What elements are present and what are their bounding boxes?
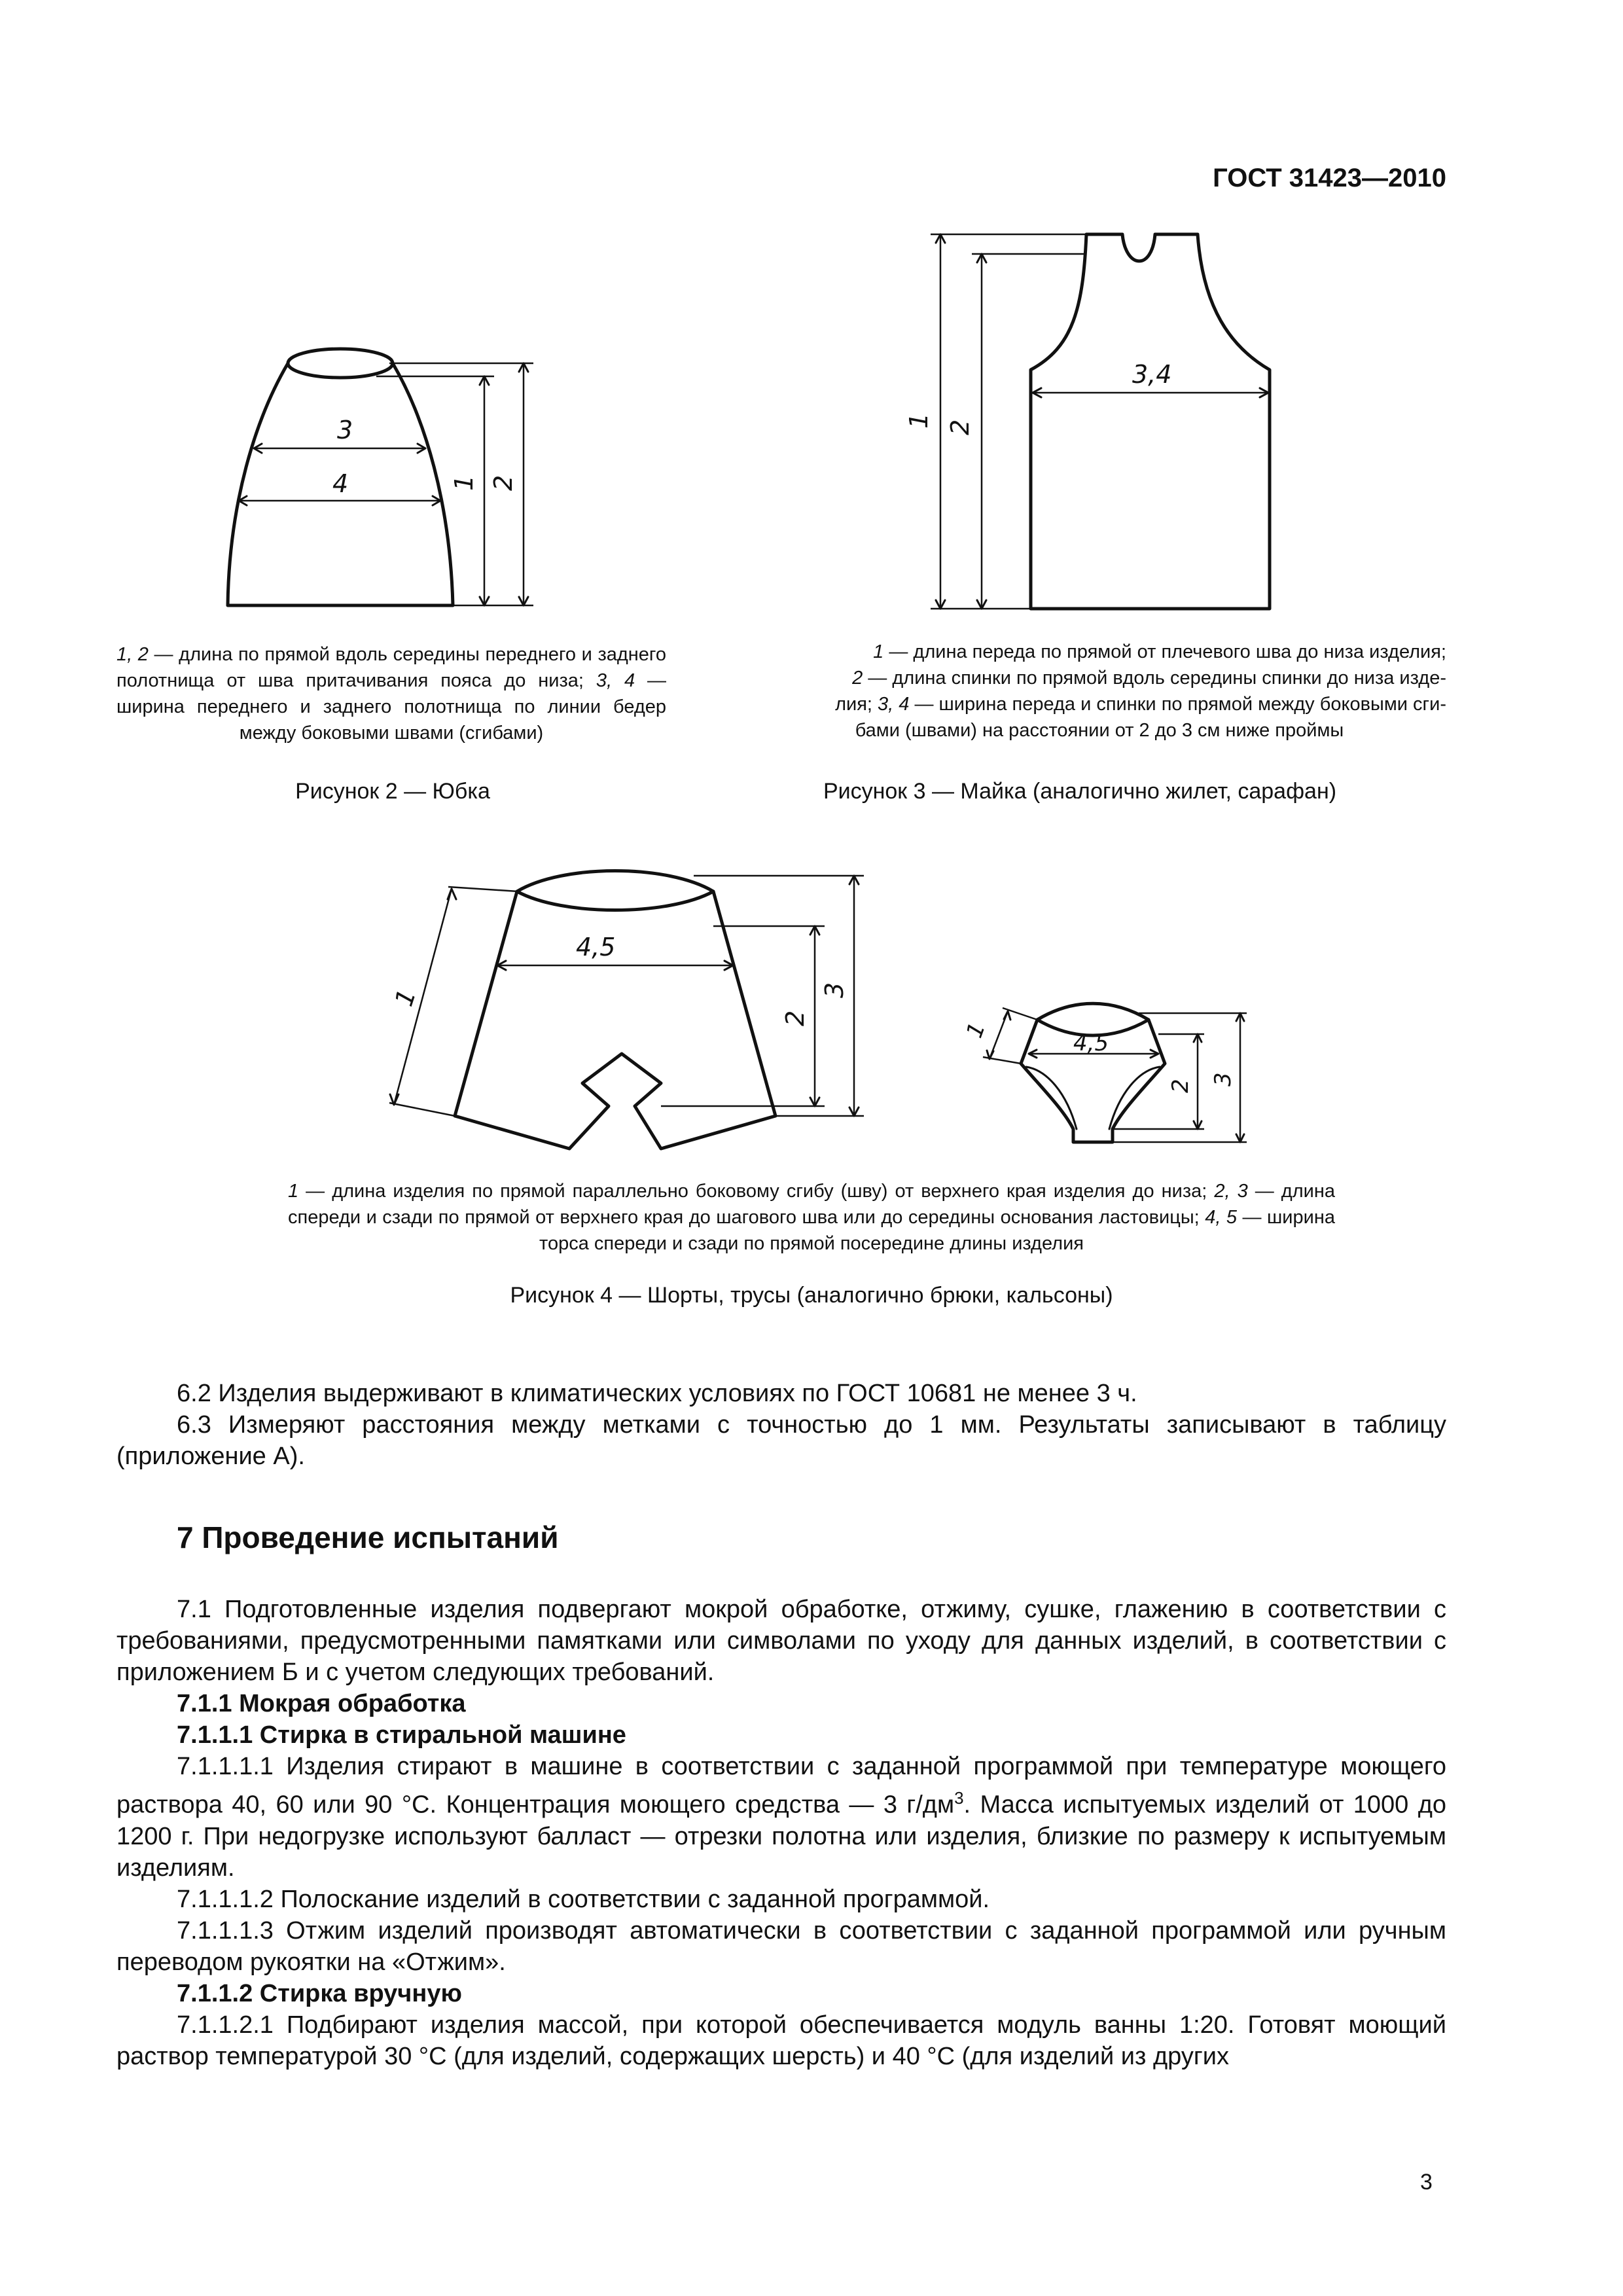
legend-text: — длина спинки по прямой вдоль середины спинки до низа изде- [863, 668, 1446, 689]
legend-line [733, 717, 1446, 744]
heading-7-1-1-2: 7.1.1.2 Стирка вручную [177, 1979, 462, 2007]
body-text [116, 1378, 1446, 1472]
legend-text: — длина по прямой вдоль середины переднего и заднего полотнища от шва притачивания пояса до низа; [116, 644, 667, 691]
paragraph-6-3: 6.3 Измеряют расстояния между метками с точностью до 1 мм. Результаты записывают в таблицу (приложение А). [116, 1411, 1446, 1470]
paragraph-text: 7.1.1.1.1 Изделия стирают в машине в соответствии с заданной программой при температуре моющего раствора 40, 60 или 90 °C. Концентрация моющего средства — 3 г/дм [116, 1753, 1446, 1819]
shorts-dim-label-3: 3 [820, 982, 849, 998]
briefs-dim-label-1: 1 [961, 1019, 991, 1042]
heading-7-1-1: 7.1.1 Мокрая обработка [177, 1690, 466, 1717]
shorts-dim-label-4-5: 4,5 [576, 933, 616, 961]
vest-dim-label-2: 2 [946, 419, 974, 435]
figure-4-shorts-drawing [366, 851, 890, 1158]
legend-term: 1 [873, 641, 884, 662]
heading-7-1-1-1: 7.1.1.1 Стирка в стиральной машине [177, 1721, 626, 1749]
skirt-waist [288, 349, 393, 378]
briefs-dim-label-3: 3 [1210, 1072, 1236, 1086]
paragraph-6-2: 6.2 Изделия выдерживают в климатических условиях по ГОСТ 10681 не менее 3 ч. [177, 1380, 1137, 1407]
skirt-dim-label-1: 1 [450, 475, 478, 491]
shorts-waist [517, 871, 713, 910]
figure-3-vest-drawing [890, 223, 1296, 615]
paragraph-text: . Масса испытуемых изделий от 1000 до 1200 г. При недогрузке используют балласт — отрезки полотна или изделия, близкие по размеру к испытуемым изделиям. [116, 1791, 1447, 1882]
figure-4-briefs-drawing [942, 982, 1270, 1165]
legend-text: бами (швами) на расстоянии от 2 до 3 см ниже проймы [855, 720, 1344, 741]
legend-line [733, 639, 1446, 665]
legend-term: 2, 3 [1214, 1181, 1248, 1202]
skirt-dim-label-3: 3 [337, 416, 353, 444]
legend-text: — ширина торса спереди и сзади по прямой посередине длины изделия [539, 1207, 1335, 1254]
legend-line [733, 665, 1446, 691]
legend-term: 3, 4 [596, 670, 635, 691]
legend-text: — ширина переднего и заднего полотнища по линии бедер между боковыми швами (сгибами) [116, 670, 667, 744]
legend-text: — длина переда по прямой от плечевого шва до низа изделия; [883, 641, 1446, 662]
briefs-dim-label-2: 2 [1168, 1079, 1194, 1093]
figure-2-caption: Рисунок 2 — Юбка [295, 779, 490, 804]
superscript: 3 [954, 1788, 964, 1808]
paragraph-7-1-1-2-1: 7.1.1.2.1 Подбирают изделия массой, при которой обеспечивается модуль ванны 1:20. Готовят моющий раствор температурой 30 °C (для изделий, содержащих шерсть) и 40 °C (для изделий из других [116, 2011, 1446, 2070]
body-text-section-7 [116, 1594, 1446, 2072]
legend-text: — ширина переда и спинки по прямой между боковыми сги- [909, 694, 1446, 715]
legend-line [733, 691, 1446, 717]
paragraph-7-1-1-1-2: 7.1.1.1.2 Полоскание изделий в соответствии с заданной программой. [177, 1885, 990, 1913]
legend-text: лия; [835, 694, 878, 715]
figure-2-legend [116, 641, 666, 746]
section-7-heading: 7 Проведение испытаний [177, 1520, 559, 1554]
figure-4-caption: Рисунок 4 — Шорты, трусы (аналогично брюки, кальсоны) [510, 1283, 1113, 1308]
legend-term: 1, 2 [116, 644, 149, 665]
figure-4-legend [288, 1178, 1335, 1257]
document-id: ГОСТ 31423—2010 [1213, 164, 1446, 192]
vest-dim-label-1: 1 [904, 412, 933, 429]
legend-text: — длина спереди и сзади по прямой от верхнего края до шагового шва или до середины основания ластовицы; [288, 1181, 1335, 1228]
shorts-outline [455, 891, 776, 1149]
legend-term: 1 [288, 1181, 299, 1202]
paragraph-7-1-1-1-1 [116, 1751, 1446, 1884]
skirt-dim-label-4: 4 [332, 469, 349, 498]
figure-3-caption: Рисунок 3 — Майка (аналогично жилет, сарафан) [823, 779, 1337, 804]
figure-2-skirt-drawing [216, 340, 582, 615]
page-number: 3 [1420, 2170, 1433, 2195]
paragraph-7-1: 7.1 Подготовленные изделия подвергают мокрой обработке, отжиму, сушке, глажению в соответствии с требованиями, предусмотренными памятками или символами по уходу для данных изделий, в соответствии с приложением Б и с учетом следующих требований. [116, 1596, 1446, 1686]
legend-text: — длина изделия по прямой параллельно боковому сгибу (шву) от верхнего края изделия до низа; [298, 1181, 1215, 1202]
legend-term: 4, 5 [1205, 1207, 1238, 1228]
briefs-dim-label-4-5: 4,5 [1073, 1030, 1109, 1056]
skirt-dim-label-2: 2 [489, 475, 518, 491]
vest-outline [1031, 234, 1270, 609]
shorts-dim-label-2: 2 [781, 1010, 810, 1026]
legend-term: 2 [852, 668, 863, 689]
shorts-dim-label-1: 1 [389, 986, 422, 1010]
figure-3-legend [733, 639, 1446, 744]
legend-term: 3, 4 [878, 694, 910, 715]
vest-dim-label-3-4: 3,4 [1132, 360, 1172, 389]
paragraph-7-1-1-1-3: 7.1.1.1.3 Отжим изделий производят автоматически в соответствии с заданной программой или ручным переводом рукоятки на «Отжим». [116, 1916, 1446, 1976]
